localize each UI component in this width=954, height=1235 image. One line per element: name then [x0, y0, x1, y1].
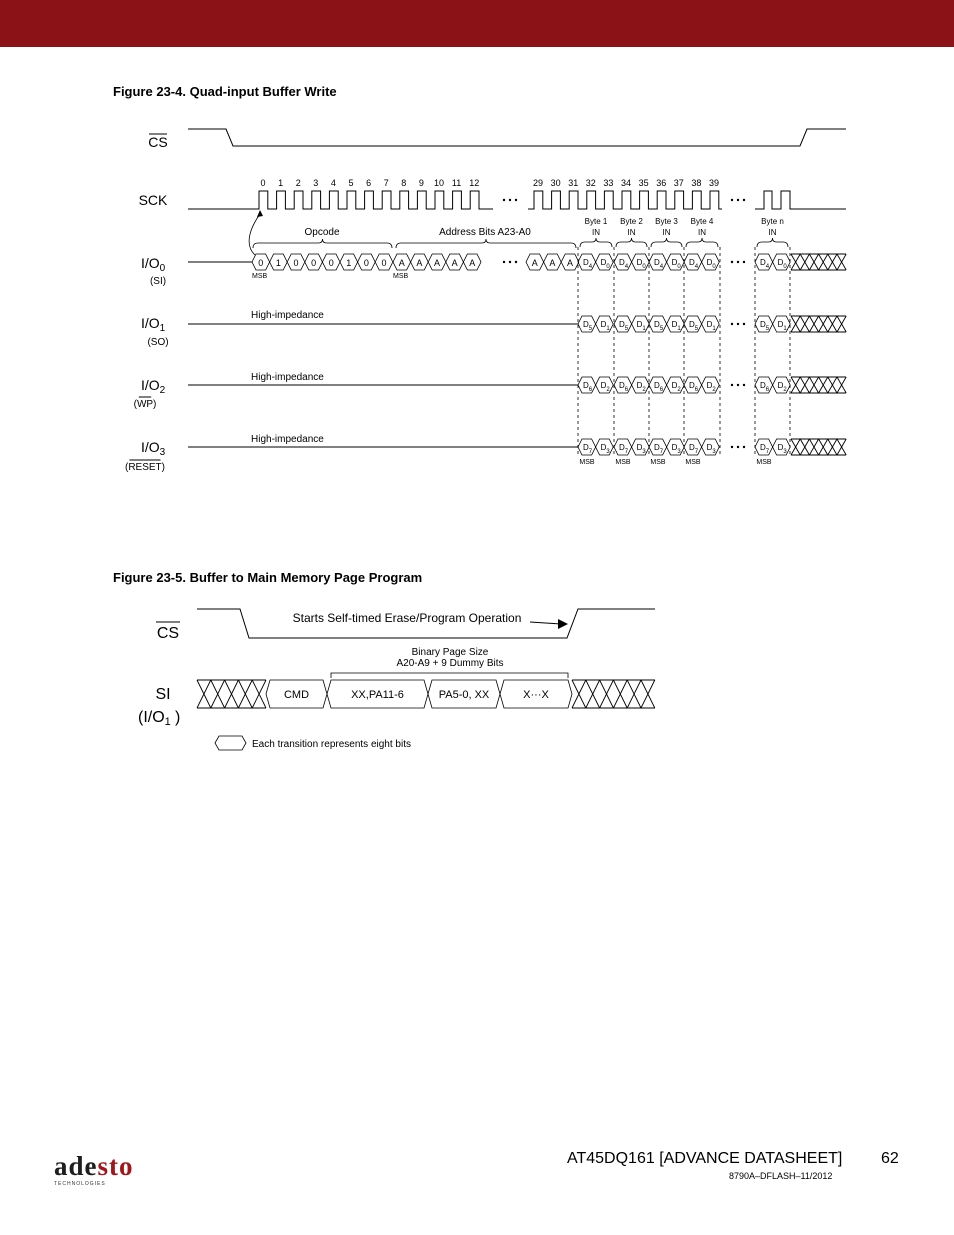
io0-data-bit: $D_0$ [671, 258, 681, 270]
io2-data-bit: $D_6$ [583, 381, 593, 393]
io2-data-bit: $D_2$ [636, 381, 646, 393]
io0-data-bit: $D_4$ [583, 258, 593, 270]
page-number: 62 [881, 1150, 899, 1167]
io0-address-bit: A [549, 258, 556, 268]
io0-opcode-bit: 0 [311, 258, 317, 268]
io0-msb-opcode: MSB [252, 273, 268, 280]
io0-data-bit: $D_0$ [706, 258, 716, 270]
sck-ellipsis-dot [731, 199, 733, 201]
byte-label-in-1: IN [592, 228, 600, 237]
io3-data-bit: $D_3$ [706, 443, 716, 455]
io2-data-bit: $D_2$ [600, 381, 610, 393]
clock-label: 11 [451, 178, 462, 188]
sck-waveform-segment-3 [755, 191, 846, 209]
io1-data-bit: $D_5$ [760, 320, 770, 332]
io1-data-bit: $D_5$ [654, 320, 664, 332]
sampling-arrow [249, 214, 260, 255]
io0-address-bit: A [433, 258, 441, 268]
legend-label: Each transition represents eight bits [252, 739, 411, 750]
si-dont-care-right [572, 680, 655, 708]
io3-data-ellipsis-dot [731, 446, 733, 448]
io3-msb-label: MSB [579, 459, 595, 466]
io0-data-ellipsis-dot [731, 261, 733, 263]
io0-address-bit: A [451, 258, 458, 268]
io0-opcode-bit: 0 [293, 258, 299, 268]
figure-23-5-title: Figure 23-5. Buffer to Main Memory Page Program [113, 570, 423, 585]
io3-data-bit: $D_3$ [671, 443, 681, 455]
io1-high-impedance-label: High-impedance [251, 310, 324, 321]
io1-data-ellipsis-dot [737, 323, 739, 325]
clock-label: 2 [295, 178, 301, 188]
io3-data-bit: $D_7$ [583, 443, 593, 455]
cs2-label: CS [156, 625, 180, 642]
io2-data-bit: $D_6$ [760, 381, 770, 393]
clock-label: 1 [278, 178, 284, 188]
io0-opcode-bit: 1 [275, 258, 281, 268]
io0-opcode-bit: 0 [363, 258, 369, 268]
page-size-label-2: A20-A9 + 9 Dummy Bits [396, 658, 504, 669]
byte-label-3: Byte 3 [655, 217, 678, 226]
io0-opcode-bit: 1 [346, 258, 352, 268]
opcode-label: Opcode [304, 227, 340, 238]
io3-msb-label: MSB [650, 459, 666, 466]
clock-label: 9 [418, 178, 424, 188]
clock-label: 10 [433, 178, 445, 188]
byte-label-in-3: IN [662, 228, 671, 237]
clock-label: 35 [638, 178, 649, 188]
io0-data-bit: $D_0$ [636, 258, 646, 270]
io3-data-bit: $D_3$ [777, 443, 787, 455]
figure-23-4-title: Figure 23-4. Quad-input Buffer Write [113, 84, 337, 99]
io1-label: $I/O_1$ [141, 315, 166, 334]
io2-data-bit: $D_2$ [706, 381, 716, 393]
io0-ellipsis-dot [509, 261, 511, 263]
io0-ellipsis-dot [503, 261, 505, 263]
byte-label-in-4: IN [698, 228, 706, 237]
cs-label: CS [148, 134, 168, 150]
page-size-bracket [331, 673, 568, 678]
io0-opcode-bit: 0 [258, 258, 264, 268]
io2-data-bit: $D_6$ [654, 381, 664, 393]
cs-waveform [188, 129, 846, 146]
clock-label: 30 [550, 178, 561, 188]
io0-address-bit: A [566, 258, 574, 268]
logo-text-b: sto [97, 1151, 134, 1181]
io2-data-ellipsis-dot [731, 384, 733, 386]
clock-label: 39 [708, 178, 720, 188]
byte-brace-5 [757, 238, 788, 247]
io2-data-ellipsis-dot [743, 384, 745, 386]
byte-label-5: Byte n [761, 217, 784, 226]
sck-ellipsis-dot [743, 199, 745, 201]
io0-opcode-bit: 0 [328, 258, 334, 268]
io0-data-bit: $D_0$ [600, 258, 610, 270]
io2-data-bit: $D_2$ [777, 381, 787, 393]
byte-label-in-2: IN [627, 228, 636, 237]
clock-label: 3 [313, 178, 319, 188]
sck-ellipsis-dot [503, 199, 505, 201]
logo-tagline: TECHNOLOGIES [54, 1181, 106, 1187]
io1-data-bit: $D_1$ [706, 320, 716, 332]
io0-data-ellipsis-dot [743, 261, 745, 263]
page-size-label-1: Binary Page Size [411, 647, 489, 658]
byte-brace-3 [651, 238, 682, 247]
io3-data-ellipsis-dot [737, 446, 739, 448]
io3-msb-label: MSB [615, 459, 631, 466]
io0-address-bit: A [469, 258, 476, 268]
sck-ellipsis-dot [509, 199, 511, 201]
si-dont-care-left [197, 680, 266, 708]
io0-ellipsis-dot [515, 261, 517, 263]
io1-alias: (SO) [147, 337, 169, 348]
si-field-label: CMD [283, 689, 310, 701]
io0-msb-address: MSB [393, 273, 409, 280]
byte-label-1: Byte 1 [584, 217, 608, 226]
io1-data-bit: $D_5$ [583, 320, 593, 332]
io3-data-bit: $D_7$ [689, 443, 699, 455]
io1-dont-care [791, 316, 846, 332]
clock-label: 36 [656, 178, 667, 188]
clock-label: 32 [585, 178, 596, 188]
sck-waveform-segment-2 [528, 191, 722, 209]
document-code: 8790A–DFLASH–11/2012 [729, 1171, 833, 1181]
io2-dont-care [791, 377, 846, 393]
byte-label-2: Byte 2 [620, 217, 643, 226]
clock-label: 38 [691, 178, 702, 188]
logo-text-a: ade [54, 1151, 98, 1181]
io3-high-impedance-label: High-impedance [251, 434, 324, 445]
io3-dont-care [791, 439, 846, 455]
io0-label: $I/O_0$ [141, 255, 166, 274]
io1-data-bit: $D_5$ [619, 320, 629, 332]
byte-label-in-5: IN [768, 228, 777, 237]
sck-ellipsis-dot [737, 199, 739, 201]
io2-data-ellipsis-dot [737, 384, 739, 386]
si-field-label: PA5-0, XX [438, 689, 490, 701]
byte-brace-1 [580, 238, 612, 247]
io2-data-bit: $D_2$ [671, 381, 681, 393]
io3-data-bit: $D_7$ [654, 443, 664, 455]
io3-data-bit: $D_7$ [619, 443, 629, 455]
sck-waveform-segment-1 [188, 191, 493, 209]
clock-label: 29 [532, 178, 544, 188]
clock-label: 8 [401, 178, 407, 188]
io3-msb-label: MSB [756, 459, 772, 466]
address-brace [396, 239, 576, 248]
clock-label: 31 [568, 178, 579, 188]
io1-data-ellipsis-dot [731, 323, 733, 325]
sck-ellipsis-dot [515, 199, 517, 201]
io0-data-bit: $D_4$ [654, 258, 664, 270]
clock-label: 37 [673, 178, 684, 188]
io1-data-bit: $D_1$ [636, 320, 646, 332]
io0-data-bit: $D_4$ [689, 258, 699, 270]
opcode-brace [253, 239, 392, 248]
io3-data-bit: $D_3$ [600, 443, 610, 455]
io3-msb-label: MSB [685, 459, 701, 466]
operation-label: Starts Self-timed Erase/Program Operation [292, 611, 522, 625]
legend-transition-symbol [215, 736, 246, 750]
sampling-arrowhead [257, 210, 263, 217]
si-alias-label: (I/O1 [138, 709, 171, 728]
io0-data-bit: $D_0$ [777, 258, 787, 270]
io0-address-bit: A [416, 258, 423, 268]
byte-brace-2 [616, 238, 647, 247]
operation-arrowhead [558, 619, 568, 629]
byte-label-4: Byte 4 [690, 217, 714, 226]
io3-alias: (RESET) [125, 462, 165, 473]
address-bits-label: Address Bits A23-A0 [439, 227, 531, 238]
io2-alias: (WP) [133, 399, 157, 410]
io3-data-ellipsis-dot [743, 446, 745, 448]
byte-brace-4 [686, 238, 718, 247]
operation-arrow-line [530, 622, 561, 624]
io2-data-bit: $D_6$ [689, 381, 699, 393]
io1-data-bit: $D_5$ [689, 320, 699, 332]
io0-data-ellipsis-dot [737, 261, 739, 263]
io0-opcode-bit: 0 [381, 258, 387, 268]
clock-label: 33 [603, 178, 614, 188]
io0-dont-care [791, 254, 846, 270]
io2-high-impedance-label: High-impedance [251, 372, 324, 383]
clock-label: 4 [330, 178, 336, 188]
si-alias-close: ) [175, 709, 181, 726]
adesto-logo [54, 1153, 134, 1187]
io2-data-bit: $D_6$ [619, 381, 629, 393]
io3-data-bit: $D_7$ [760, 443, 770, 455]
sck-label: SCK [138, 192, 168, 208]
si-label: SI [155, 686, 171, 703]
io0-data-bit: $D_4$ [760, 258, 770, 270]
document-title: AT45DQ161 [ADVANCE DATASHEET] [567, 1150, 843, 1167]
clock-label: 0 [260, 178, 266, 188]
io1-data-bit: $D_1$ [600, 320, 610, 332]
si-field-label: XX,PA11-6 [351, 689, 404, 701]
clock-label: 5 [348, 178, 354, 188]
si-field-label: X···X [523, 689, 549, 701]
clock-label: 7 [383, 178, 389, 188]
io1-data-bit: $D_1$ [777, 320, 787, 332]
io3-label: $I/O_3$ [141, 439, 166, 458]
io1-data-ellipsis-dot [743, 323, 745, 325]
io0-address-bit: A [398, 258, 405, 268]
io0-alias: (SI) [149, 276, 167, 287]
clock-label: 34 [620, 178, 632, 188]
clock-label: 6 [366, 178, 372, 188]
io0-address-bit: A [531, 258, 538, 268]
io2-label: $I/O_2$ [141, 377, 166, 396]
io0-data-bit: $D_4$ [619, 258, 629, 270]
io1-data-bit: $D_1$ [671, 320, 681, 332]
io3-data-bit: $D_3$ [636, 443, 646, 455]
clock-label: 12 [469, 178, 480, 188]
